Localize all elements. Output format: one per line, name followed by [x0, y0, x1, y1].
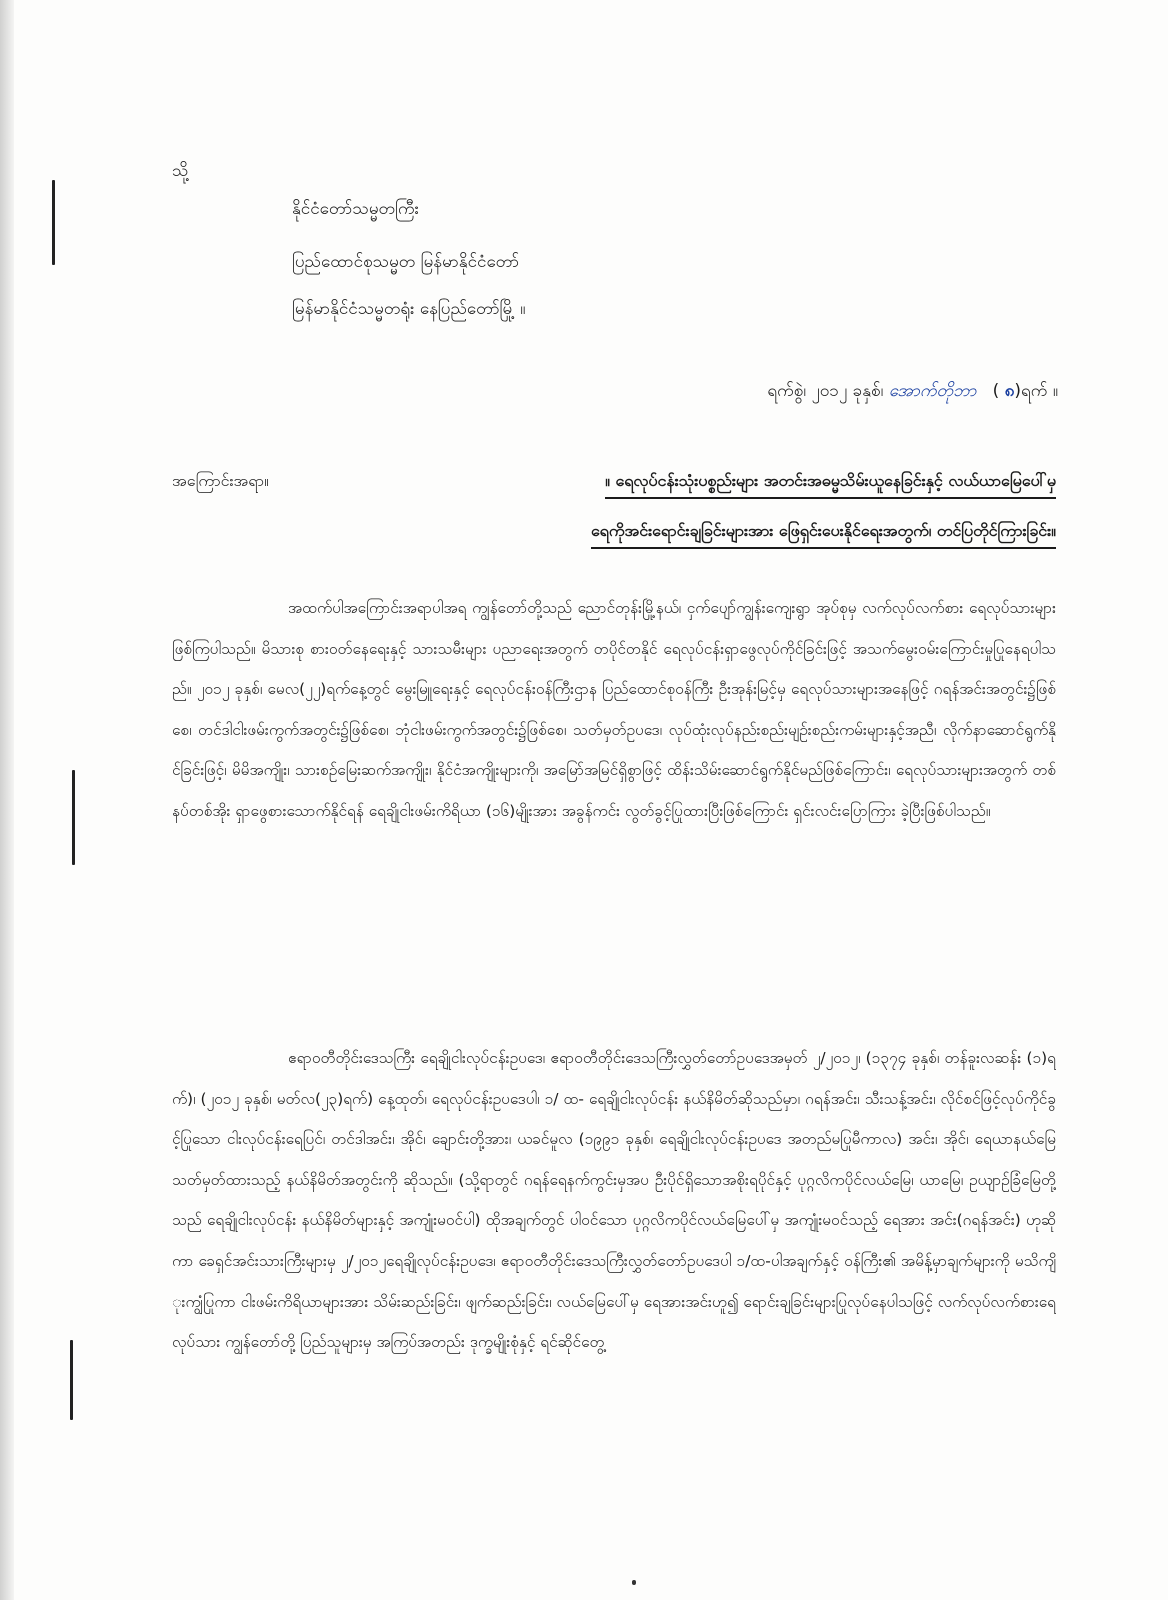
- recipient-line: နိုင်ငံတော်သမ္မတကြီး: [292, 199, 419, 219]
- margin-mark: [72, 770, 75, 865]
- body-paragraph: အထက်ပါအကြောင်းအရာပါအရ ကျွန်တော်တို့သည် ညောင်တုန်းမြို့နယ်၊ ငှက်ပျော်ကျွန်းကျေးရွာ အုပ်စုမှ လက်လုပ်လက်စား ရေလုပ်သားများဖြစ်ကြပါသည်။ မိသားစု စားဝတ်နေရေးနှင့် သားသမီးများ ပညာရေးအတွက် တပိုင်တနိုင် ရေလုပ်ငန်းရှာဖွေလုပ်ကိုင်ခြင်းဖြင့် အသက်မွေးဝမ်းကြောင်းမှုပြုနေရပါသည်။ ၂၀၁၂ ခုနှစ်၊ မေလ(၂၂)ရက်နေ့တွင် မွေးမြူရေးနှင့် ရေလုပ်ငန်းဝန်ကြီးဌာန ပြည်ထောင်စုဝန်ကြီး ဦးအုန်းမြင့်မှ ရေလုပ်သားများအနေဖြင့် ဂရန်အင်းအတွင်း၌ဖြစ်စေ၊ တင်ဒါငါးဖမ်းကွက်အတွင်း၌ဖြစ်စေ၊ ဘုံငါးဖမ်းကွက်အတွင်း၌ဖြစ်စေ၊ သတ်မှတ်ဥပဒေ၊ လုပ်ထုံးလုပ်နည်းစည်းမျဉ်းစည်းကမ်းများနှင့်အညီ၊ လိုက်နာဆောင်ရွက်နိုင်ခြင်းဖြင့်၊ မိမိအကျိုး၊ သားစဉ်မြေးဆက်အကျိုး၊ နိုင်ငံအကျိုးများကို၊ အမြော်အမြင်ရှိစွာဖြင့် ထိန်းသိမ်းဆောင်ရွက်နိုင်မည်ဖြစ်ကြောင်း၊ ရေလုပ်သားများအတွက် တစ်နပ်တစ်အိုး ရှာဖွေစားသောက်နိုင်ရန် ရေချိုငါးဖမ်းကိရိယာ (၁၆)မျိုးအား အခွန်ကင်း လွတ်ခွင့်ပြုထားပြီးဖြစ်ကြောင်း ရှင်းလင်းပြောကြား ခဲ့ပြီးဖြစ်ပါသည်။: [172, 599, 1056, 820]
- recipient-to-label: သို့: [172, 161, 189, 181]
- subject-label: အကြောင်းအရာ။: [172, 471, 269, 490]
- margin-mark: [52, 180, 55, 265]
- date-suffix: )ရက် ။: [1014, 381, 1058, 401]
- scan-edge-shadow: [0, 0, 14, 1600]
- recipient-line: မြန်မာနိုင်ငံသမ္မတရုံး နေပြည်တော်မြို့ ။: [292, 299, 526, 319]
- scan-speck: [632, 1580, 636, 1585]
- subject-line: ။ ရေလုပ်ငန်းသုံးပစ္စည်းများ အတင်းအဓမ္မသိမ်းယူနေခြင်းနှင့် လယ်ယာမြေပေါ်မှ: [605, 470, 1056, 499]
- date-prefix: ရက်စွဲ၊ ၂၀၁၂ ခုနှစ်၊: [767, 381, 884, 401]
- margin-mark: [70, 1340, 73, 1420]
- letter-date: [767, 380, 1058, 405]
- date-day-handwritten: ၈: [1004, 381, 1015, 401]
- date-day-open: (: [992, 381, 1000, 401]
- subject-line: ရေကိုအင်းရောင်းချခြင်းများအား ဖြေရှင်းပေးနိုင်ရေးအတွက်၊ တင်ပြတိုင်ကြားခြင်း။: [591, 520, 1056, 549]
- date-month-handwritten: အောက်တိုဘာ: [888, 381, 977, 401]
- recipient-line: ပြည်ထောင်စုသမ္မတ မြန်မာနိုင်ငံတော်: [292, 252, 520, 272]
- body-paragraph: ဧရာဝတီတိုင်းဒေသကြီး ရေချိုငါးလုပ်ငန်းဥပဒေ၊ ဧရာဝတီတိုင်းဒေသကြီးလွှတ်တော်ဥပဒေအမှတ် ၂/၂၀၁၂၊ (၁၃၇၄ ခုနှစ်၊ တန်ခူးလဆန်း (၁)ရက်)၊ (၂၀၁၂ ခုနှစ်၊ မတ်လ(၂၃)ရက်) နေ့ထုတ်၊ ရေလုပ်ငန်းဥပဒေပါ၊ ၁/ ထ- ရေချိုငါးလုပ်ငန်း နယ်နိမိတ်ဆိုသည်မှာ၊ ဂရန်အင်း၊ သီးသန့်အင်း၊ လိုင်စင်ဖြင့်လုပ်ကိုင်ခွင့်ပြုသော ငါးလုပ်ငန်းရေပြင်၊ တင်ဒါအင်း၊ အိုင်၊ ချောင်းတို့အား၊ ယခင်မူလ (၁၉၉၁ ခုနှစ်၊ ရေချိုငါးလုပ်ငန်းဥပဒေ အတည်မပြုမီကာလ) အင်း၊ အိုင်၊ ရေယာနယ်မြေသတ်မှတ်ထားသည့် နယ်နိမိတ်အတွင်းကို ဆိုသည်။ (သို့ရာတွင် ဂရန်ရေနက်ကွင်းမှအပ ဦးပိုင်ရှိသောအစိုးရပိုင်နှင့် ပုဂ္ဂလိကပိုင်လယ်မြေ၊ ယာမြေ၊ ဥယျာဉ်ခြံမြေတို့သည် ရေချိုငါးလုပ်ငန်း နယ်နိမိတ်များနှင့် အကျုံးမဝင်ပါ) ထိုအချက်တွင် ပါဝင်သော ပုဂ္ဂလိကပိုင်လယ်မြေပေါ်မှ အကျုံးမဝင်သည့် ရေအား အင်း(ဂရန်အင်း) ဟုဆိုကာ ခေရှင်အင်းသားကြီးများမှ ၂/၂၀၁၂ရေချိုလုပ်ငန်းဥပဒေ၊ ဧရာဝတီတိုင်းဒေသကြီးလွှတ်တော်ဥပဒေပါ ၁/ထ-ပါအချက်နှင့် ဝန်ကြီး၏ အမိန့်မှာချက်များကို မသိကျိုးကျွံပြုကာ ငါးဖမ်းကိရိယာများအား သိမ်းဆည်းခြင်း၊ ဖျက်ဆည်းခြင်း၊ လယ်မြေပေါ်မှ ရေအားအင်းဟူ၍ ရောင်းချခြင်းများပြုလုပ်နေပါသဖြင့် လက်လုပ်လက်စားရေလုပ်သား ကျွန်တော်တို့ ပြည်သူများမှ အကြပ်အတည်း ဒုက္ခမျိုးစုံနှင့် ရင်ဆိုင်တွေ့: [172, 1049, 1056, 1352]
